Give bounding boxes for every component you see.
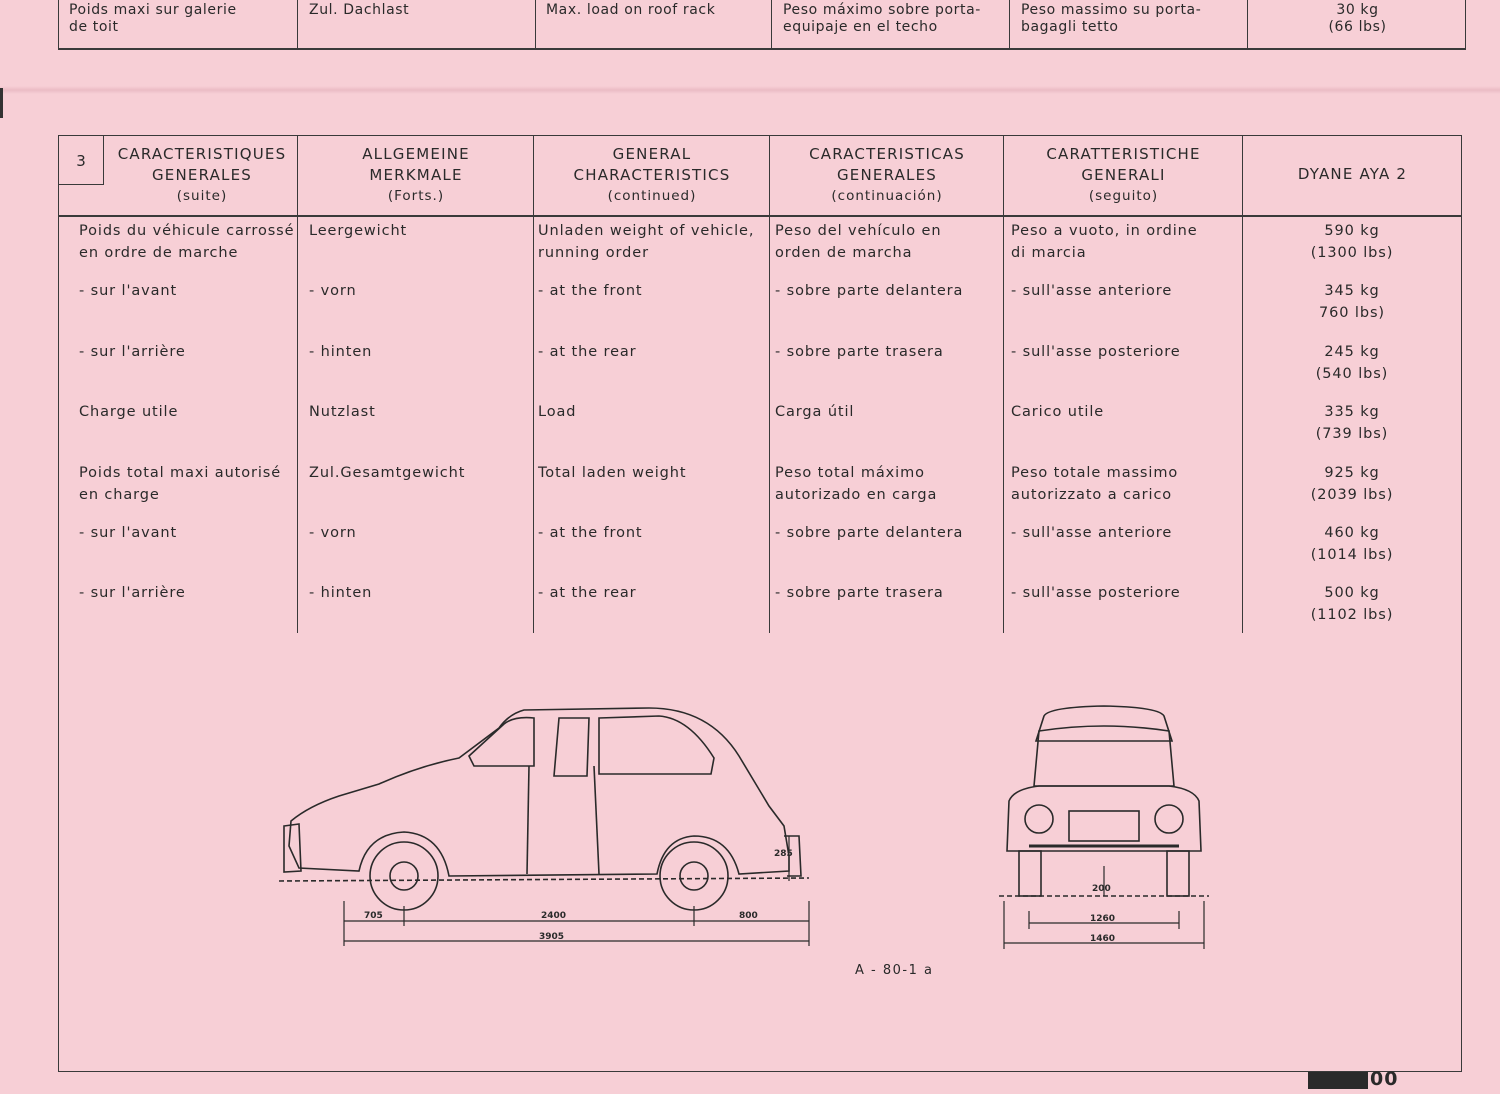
row-2-fr: - sur l'avant (79, 283, 178, 299)
top-row-de: Zul. Dachlast (309, 2, 410, 18)
row-7-de: - hinten (309, 585, 373, 601)
dim-wheelbase: 2400 (541, 911, 567, 921)
page-fold (0, 86, 1500, 94)
header-de (299, 144, 533, 207)
side-body-outline (289, 708, 789, 876)
row-6-es: - sobre parte delantera (775, 525, 964, 541)
front-headlamp-left (1025, 805, 1053, 833)
header-fr-title: CARACTERISTIQUES GENERALES (117, 145, 287, 184)
header-de-title: ALLGEMEINE MERKMALE (362, 145, 470, 184)
row-1-it: Peso a vuoto, in ordine di marcia (1011, 223, 1198, 261)
row-4-en: Load (538, 404, 577, 420)
page-number-bar (1308, 1072, 1368, 1089)
row-6-value: 460 kg (1014 lbs) (1310, 525, 1394, 563)
header-it (1005, 144, 1242, 207)
dim-track: 1260 (1090, 914, 1116, 924)
row-5-es: Peso total máximo autorizado en carga (775, 465, 938, 503)
front-windshield (1034, 726, 1174, 786)
row-2-es: - sobre parte delantera (775, 283, 964, 299)
top-row-en: Max. load on roof rack (546, 2, 716, 18)
dim-front-overhang: 705 (364, 911, 383, 921)
row-5-en: Total laden weight (538, 465, 687, 481)
row-3-fr: - sur l'arrière (79, 344, 186, 360)
header-es-sub: (continuación) (831, 188, 943, 204)
row-2-en: - at the front (538, 283, 643, 299)
row-4-fr: Charge utile (79, 404, 179, 420)
header-fr (109, 144, 295, 207)
side-window-2 (554, 718, 589, 776)
row-1-value: 590 kg (1300 lbs) (1310, 223, 1394, 261)
side-door-line (527, 766, 529, 874)
row-2-de: - vorn (309, 283, 357, 299)
dim-width: 1460 (1090, 934, 1116, 944)
header-en-title: GENERAL CHARACTERISTICS (573, 145, 731, 184)
dim-ground-clearance: 200 (1092, 884, 1111, 894)
row-3-de: - hinten (309, 344, 373, 360)
row-6-en: - at the front (538, 525, 643, 541)
row-2-value: 345 kg 760 lbs) (1319, 283, 1385, 321)
header-it-sub: (seguito) (1088, 188, 1159, 204)
top-table-row (58, 0, 1466, 50)
front-grille (1069, 811, 1139, 841)
dim-total-length: 3905 (539, 932, 565, 942)
header-de-sub: (Forts.) (387, 188, 445, 204)
top-row-it: Peso massimo su porta- bagagli tetto (1021, 2, 1202, 35)
header-en-sub: (continued) (607, 188, 697, 204)
header-en (535, 144, 769, 207)
row-1-de: Leergewicht (309, 223, 408, 239)
row-7-value: 500 kg (1102 lbs) (1310, 585, 1394, 623)
front-roof (1036, 706, 1172, 741)
top-row-es: Peso máximo sobre porta- equipaje en el techo (783, 2, 981, 35)
header-it-title: CARATTERISTICHE GENERALI (1046, 145, 1201, 184)
page-number: 00 (1370, 1068, 1399, 1090)
row-1-fr: Poids du véhicule carrossé en ordre de marche (79, 223, 295, 261)
row-5-it: Peso totale massimo autorizzato a carico (1011, 465, 1179, 503)
row-2-it: - sull'asse anteriore (1011, 283, 1173, 299)
row-3-en: - at the rear (538, 344, 637, 360)
dim-rear-overhang: 800 (739, 911, 758, 921)
row-7-fr: - sur l'arrière (79, 585, 186, 601)
side-window-3 (599, 716, 714, 774)
side-front-wheel (370, 842, 438, 910)
row-3-value: 245 kg (540 lbs) (1315, 344, 1389, 382)
row-6-fr: - sur l'avant (79, 525, 178, 541)
dim-height-small: 285 (774, 849, 793, 859)
row-7-es: - sobre parte trasera (775, 585, 944, 601)
row-5-value: 925 kg (2039 lbs) (1310, 465, 1394, 503)
row-5-de: Zul.Gesamtgewicht (309, 465, 466, 481)
row-6-de: - vorn (309, 525, 357, 541)
row-3-it: - sull'asse posteriore (1011, 344, 1181, 360)
top-row-value: 30 kg (66 lbs) (1328, 2, 1387, 35)
side-view-drawing (269, 696, 829, 956)
row-4-es: Carga útil (775, 404, 855, 420)
characteristics-table (58, 135, 1462, 1072)
row-7-en: - at the rear (538, 585, 637, 601)
figure-reference: A - 80-1 a (855, 963, 934, 978)
row-7-it: - sull'asse posteriore (1011, 585, 1181, 601)
header-es-title: CARACTERISTICAS GENERALES (809, 145, 965, 184)
row-6-it: - sull'asse anteriore (1011, 525, 1173, 541)
fold-mark (0, 88, 3, 118)
side-rear-wheel (660, 842, 728, 910)
front-view-drawing (994, 701, 1214, 961)
row-4-value: 335 kg (739 lbs) (1315, 404, 1389, 442)
front-headlamp-right (1155, 805, 1183, 833)
row-5-fr: Poids total maxi autorisé en charge (79, 465, 282, 503)
row-4-de: Nutzlast (309, 404, 376, 420)
top-row-fr: Poids maxi sur galerie de toit (69, 2, 237, 35)
row-1-en: Unladen weight of vehicle, running order (538, 223, 755, 261)
row-1-es: Peso del vehículo en orden de marcha (775, 223, 942, 261)
section-number: 3 (59, 136, 104, 185)
row-3-es: - sobre parte trasera (775, 344, 944, 360)
header-fr-sub: (suite) (176, 188, 228, 204)
header-es (771, 144, 1003, 207)
header-divider (59, 215, 1461, 217)
header-model: DYANE AYA 2 (1297, 165, 1408, 183)
row-4-it: Carico utile (1011, 404, 1105, 420)
